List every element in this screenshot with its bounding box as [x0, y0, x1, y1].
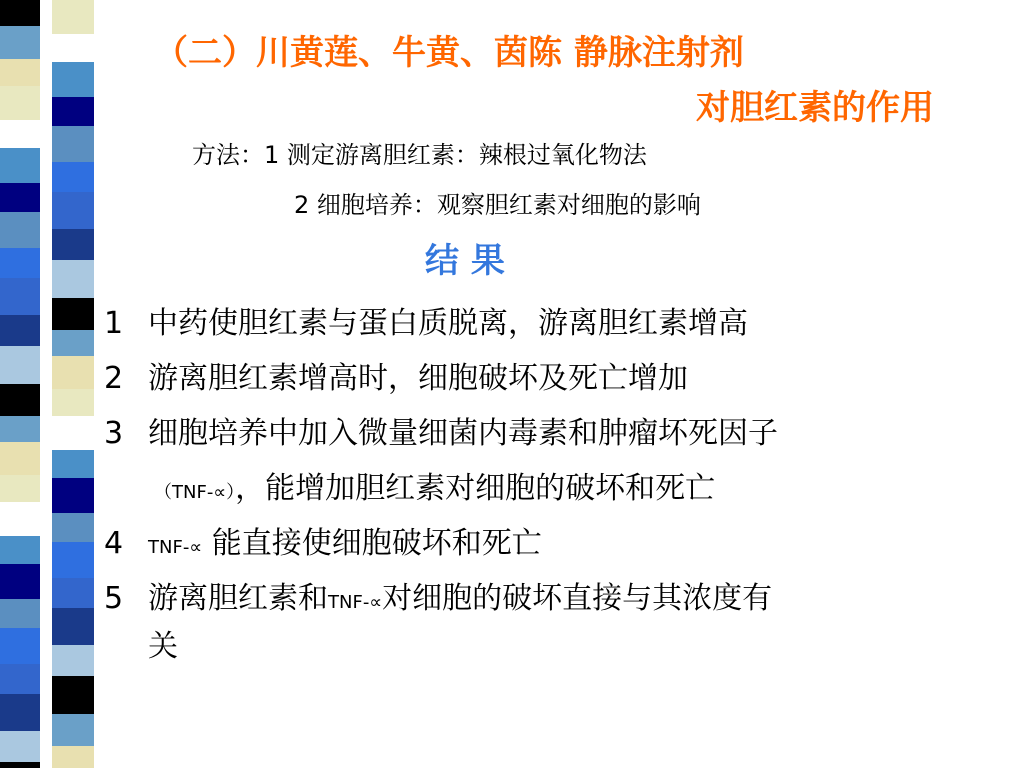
stripe-segment	[0, 599, 40, 628]
results-heading: 结 果	[425, 241, 505, 281]
tnf-label: （TNF-∝）	[154, 482, 236, 503]
stripe-segment	[0, 731, 40, 762]
result-item-5	[104, 581, 773, 616]
stripe-segment	[52, 478, 94, 513]
stripe-segment	[52, 162, 94, 192]
stripe-segment	[0, 26, 40, 59]
tnf-label: TNF-∝	[328, 592, 383, 613]
result-item-text: 对细胞的破坏直接与其浓度有	[382, 581, 773, 616]
stripe-segment	[0, 664, 40, 694]
stripe-segment	[0, 628, 40, 664]
result-item-5-continuation: 关	[148, 629, 178, 664]
stripe-segment	[52, 260, 94, 298]
stripe-segment	[52, 34, 94, 62]
stripe-segment	[52, 542, 94, 578]
stripe-segment	[0, 278, 40, 315]
stripe-segment	[52, 578, 94, 608]
decorative-stripe-bar	[0, 0, 104, 768]
method-line2: 2 细胞培养：观察胆红素对细胞的影响	[294, 191, 701, 219]
result-item-1	[104, 306, 748, 341]
result-item-number: 2	[104, 361, 124, 396]
stripe-segment	[52, 389, 94, 416]
result-item-text: 细胞培养中加入微量细菌内毒素和肿瘤坏死因子	[148, 416, 778, 451]
stripe-segment	[0, 59, 40, 86]
slide-title-line2: 对胆红素的作用	[696, 88, 934, 128]
stripe-segment	[52, 746, 94, 768]
result-item-number: 3	[104, 416, 124, 451]
stripe-segment	[52, 450, 94, 478]
stripe-segment	[0, 212, 40, 248]
stripe-segment	[0, 183, 40, 212]
result-item-number: 1	[104, 306, 124, 341]
result-item-text: 能直接使细胞破坏和死亡	[202, 526, 542, 561]
stripe-segment	[52, 0, 94, 34]
stripe-segment	[0, 442, 40, 475]
stripe-segment	[52, 416, 94, 450]
stripe-segment	[52, 676, 94, 714]
stripe-gap	[40, 0, 52, 768]
tnf-label: TNF-∝	[148, 537, 203, 558]
result-item-text: ，能增加胆红素对细胞的破坏和死亡	[235, 471, 716, 506]
stripe-segment	[0, 416, 40, 442]
result-item-4	[104, 526, 542, 561]
stripe-segment	[52, 229, 94, 260]
stripe-segment	[52, 608, 94, 645]
result-item-3-continuation	[154, 471, 716, 506]
stripe-segment	[52, 513, 94, 542]
stripe-segment	[52, 714, 94, 746]
stripe-segment	[0, 346, 40, 384]
stripe-segment	[52, 62, 94, 97]
stripe-segment	[0, 762, 40, 768]
stripe-segment	[52, 330, 94, 356]
stripe-segment	[52, 298, 94, 330]
stripe-segment	[0, 86, 40, 120]
stripe-segment	[0, 315, 40, 346]
result-item-number: 5	[104, 581, 124, 616]
stripe-segment	[0, 502, 40, 536]
slide-title-line1: （二）川黄莲、牛黄、茵陈 静脉注射剂	[154, 33, 744, 73]
stripe-segment	[0, 564, 40, 599]
result-item-number: 4	[104, 526, 124, 561]
stripe-segment	[52, 126, 94, 162]
method-line1: 方法：1 测定游离胆红素：辣根过氧化物法	[192, 141, 647, 169]
stripe-segment	[0, 248, 40, 278]
stripe-segment	[0, 694, 40, 731]
stripe-segment	[0, 0, 40, 26]
stripe-segment	[52, 356, 94, 389]
result-item-text: 中药使胆红素与蛋白质脱离，游离胆红素增高	[148, 306, 748, 341]
stripe-segment	[0, 148, 40, 183]
stripe-segment	[0, 384, 40, 416]
result-item-text: 游离胆红素增高时，细胞破坏及死亡增加	[148, 361, 688, 396]
result-item-3	[104, 416, 778, 451]
result-item-text: 游离胆红素和	[148, 581, 328, 616]
result-item-2	[104, 361, 688, 396]
stripe-segment	[52, 192, 94, 229]
stripe-segment	[52, 97, 94, 126]
stripe-segment	[0, 120, 40, 148]
stripe-segment	[0, 536, 40, 564]
stripe-segment	[0, 475, 40, 502]
stripe-segment	[52, 645, 94, 676]
